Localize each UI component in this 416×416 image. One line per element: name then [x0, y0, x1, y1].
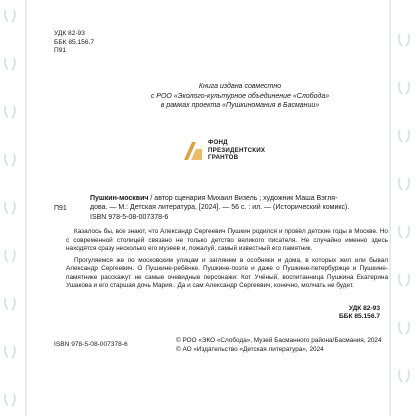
- bbk-code-bottom: ББК 85.156.7: [338, 313, 380, 321]
- copyright-line-2: © АО «Издательство «Детская литература», 2024: [176, 346, 324, 354]
- fund-name: [208, 139, 265, 162]
- publication-note-line-1: Книга издана совместно: [198, 83, 282, 90]
- annotation-paragraph-2: Прогуляемся же по московским улицам и заглянем в особняки и дома, в которых жил или бывал Александр Сергеевич. О Пушкине-ребёнке. Пушкине-поэте и даже о Пушкине-петербуржце и Пушкине-памятнике расскажут не самые очевидные персонажи: Кот Учёный, воспитанница Пушкина Екатерина Ушакова и его старшая дочь Мария.. Да и сам Александр Сергеевич, конечно, молчать не будет.: [66, 256, 388, 289]
- left-ornament-border: [0, 0, 28, 416]
- udk-code-bottom: УДК 82-93: [348, 305, 380, 312]
- publication-note-line-3: в рамках проекта «Пушкиномания в Басмании»: [160, 102, 320, 110]
- catalog-codes: [54, 30, 94, 56]
- publication-note: [120, 82, 360, 111]
- fund-name-line-3: ГРАНТОВ: [208, 154, 239, 162]
- copyright-block: [176, 336, 382, 354]
- copyright-line-1: © РОО «ЭКО «Слобода», Музей Басманного района/Басмания, 2024: [176, 337, 382, 344]
- catalog-codes-bottom: [339, 305, 380, 322]
- right-ornament-border: [388, 0, 416, 416]
- fund-name-line-2: ПРЕЗИДЕНТСКИХ: [208, 146, 266, 154]
- entry-isbn: ISBN 978-5-08-007378-6: [90, 214, 169, 221]
- annotation: [66, 228, 388, 294]
- author-mark: П91: [54, 47, 67, 55]
- presidential-grants-fund-logo: [182, 137, 292, 171]
- publication-note-line-2: с РОО «Эколого-культурное объединение «Слобода»: [150, 92, 330, 100]
- annotation-paragraph-1: Казалось бы, все знают, что Александр Сергеевич Пушкин родился и провёл детские годы в Москве. Но с современной столицей связано не только детство великого писателя. Не случайно именно здесь находятся сразу несколько его музеев и, пожалуй, самый известный его памятник.: [66, 228, 388, 252]
- book-title: Пушкин-москвич: [90, 195, 149, 202]
- entry-publisher: дова. — М.: Детская литература, [2024]. — 56 с. : ил. — (Исторический комикс).: [90, 204, 350, 212]
- fund-name-line-1: ФОНД: [208, 139, 228, 146]
- isbn-bottom: ISBN 978-5-08-007378-6: [54, 341, 128, 348]
- bibliographic-entry: [90, 194, 386, 213]
- udk-code: УДК 82-93: [54, 30, 85, 37]
- entry-code: П91: [54, 205, 67, 212]
- bbk-code: ББК 85.156.7: [54, 38, 94, 46]
- fund-emblem-icon: [182, 140, 204, 162]
- entry-authors: / автор сценария Михаил Визель ; художник Маша Вэгля-: [148, 195, 338, 202]
